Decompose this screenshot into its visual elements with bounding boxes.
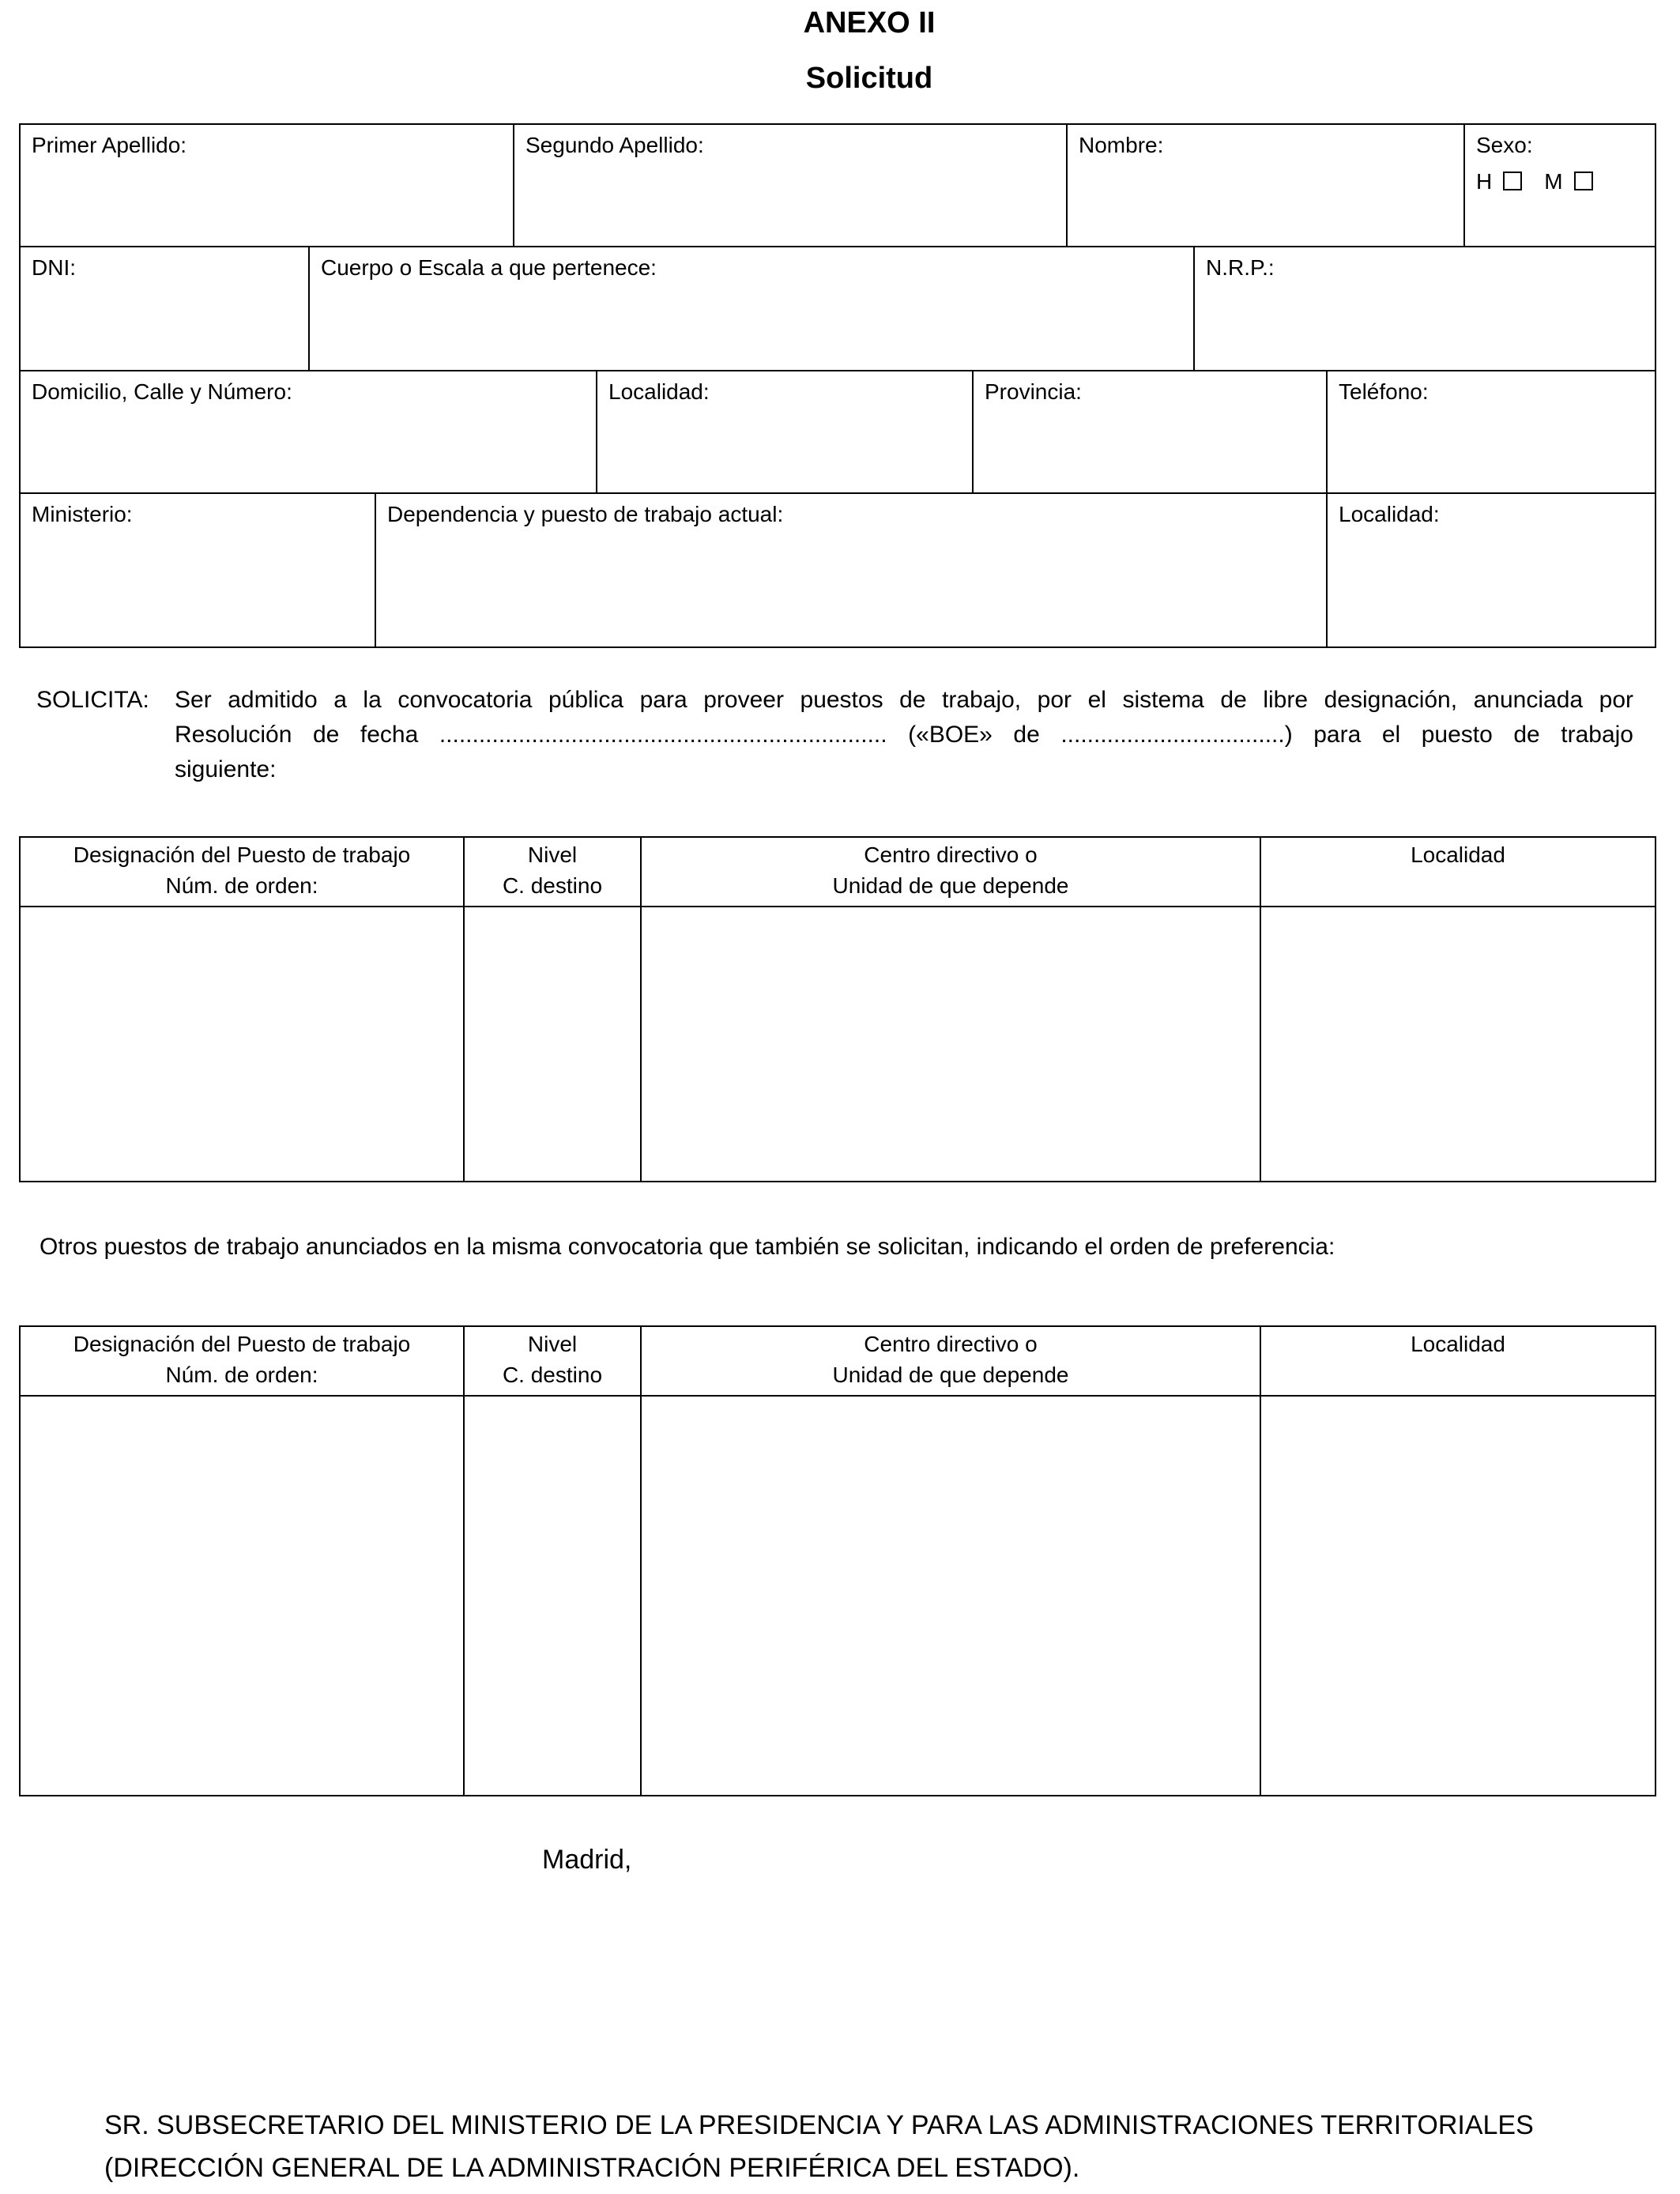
sexo-m-checkbox[interactable] [1574, 172, 1593, 190]
otros-puestos-table [19, 1325, 1656, 1796]
table-header-localidad [1261, 1327, 1655, 1397]
solicita-text [175, 683, 1633, 787]
header-designacion-line-2: Núm. de orden: [165, 1363, 318, 1387]
header-centro-line-2: Unidad de que depende [832, 873, 1069, 898]
addressee-line-1: SR. SUBSECRETARIO DEL MINISTERIO DE LA PRESIDENCIA Y PARA LAS ADMINISTRACIONES TERRITORIALES [104, 2110, 1534, 2140]
dni-field[interactable] [21, 247, 310, 371]
segundo-apellido-label: Segundo Apellido: [525, 133, 704, 157]
table-header-nivel [465, 1327, 642, 1397]
addressee-line-2: (DIRECCIÓN GENERAL DE LA ADMINISTRACIÓN PERIFÉRICA DEL ESTADO). [104, 2153, 1080, 2183]
table-cell-centro[interactable] [642, 907, 1261, 1181]
header-localidad-line-1: Localidad [1411, 1332, 1505, 1356]
table-cell-designacion[interactable] [21, 1397, 465, 1795]
table-header-designacion [21, 838, 465, 907]
ministerio-label: Ministerio: [32, 502, 133, 526]
header-designacion-line-1: Designación del Puesto de trabajo [73, 843, 411, 867]
primer-apellido-label: Primer Apellido: [32, 133, 187, 157]
form-title: Solicitud [805, 62, 933, 95]
header-localidad-line-1: Localidad [1411, 843, 1505, 867]
table-cell-nivel[interactable] [465, 1397, 642, 1795]
primer-apellido-field[interactable] [21, 125, 514, 247]
header-nivel-line-1: Nivel [527, 1332, 578, 1356]
ministerio-field[interactable] [21, 494, 376, 647]
header-designacion-line-2: Núm. de orden: [165, 873, 318, 898]
addressee-block [104, 2104, 1534, 2189]
table-cell-designacion[interactable] [21, 907, 465, 1181]
telefono-field[interactable] [1328, 371, 1655, 494]
solicita-line-1: Ser admitido a la convocatoria pública para proveer puestos de trabajo, por el sistema de libre designación, anunciada por [175, 687, 1633, 713]
table-cell-centro[interactable] [642, 1397, 1261, 1795]
nombre-field[interactable] [1068, 125, 1465, 247]
dependencia-label: Dependencia y puesto de trabajo actual: [387, 502, 784, 526]
cuerpo-label: Cuerpo o Escala a que pertenece: [321, 255, 657, 280]
annex-title: ANEXO II [803, 6, 936, 40]
domicilio-field[interactable] [21, 371, 597, 494]
solicita-line-3: siguiente: [175, 756, 277, 782]
dni-label: DNI: [32, 255, 76, 280]
domicilio-label: Domicilio, Calle y Número: [32, 379, 292, 404]
dependencia-field[interactable] [376, 494, 1328, 647]
provincia-field[interactable] [974, 371, 1328, 494]
header-nivel-line-1: Nivel [527, 843, 578, 867]
table-header-localidad [1261, 838, 1655, 907]
personal-data-grid [19, 123, 1656, 648]
sexo-h-checkbox[interactable] [1503, 172, 1522, 190]
provincia-label: Provincia: [985, 379, 1082, 404]
table-cell-nivel[interactable] [465, 907, 642, 1181]
sexo-label: Sexo: [1476, 133, 1533, 157]
sexo-m-label: M [1544, 169, 1563, 194]
table-header-nivel [465, 838, 642, 907]
sexo-options [1476, 169, 1644, 194]
header-centro-line-1: Centro directivo o [864, 1332, 1038, 1356]
telefono-label: Teléfono: [1339, 379, 1429, 404]
sexo-field [1465, 125, 1655, 247]
solicita-label: SOLICITA: [36, 687, 149, 713]
localidad-actual-field[interactable] [1328, 494, 1655, 647]
puesto-solicitado-table [19, 836, 1656, 1182]
nombre-label: Nombre: [1079, 133, 1164, 157]
header-designacion-line-1: Designación del Puesto de trabajo [73, 1332, 411, 1356]
localidad-label: Localidad: [608, 379, 710, 404]
sexo-h-label: H [1476, 169, 1493, 194]
table-header-centro [642, 1327, 1261, 1397]
nrp-label: N.R.P.: [1206, 255, 1275, 280]
cuerpo-field[interactable] [310, 247, 1195, 371]
header-nivel-line-2: C. destino [502, 1363, 603, 1387]
header-centro-line-1: Centro directivo o [864, 843, 1038, 867]
table-header-centro [642, 838, 1261, 907]
header-nivel-line-2: C. destino [502, 873, 603, 898]
table-cell-localidad[interactable] [1261, 1397, 1655, 1795]
segundo-apellido-field[interactable] [514, 125, 1068, 247]
localidad-field[interactable] [597, 371, 974, 494]
solicita-line-2: Resolución de fecha .................................................................... («BOE» de ..................................) para el puesto de trabajo [175, 722, 1633, 748]
table-cell-localidad[interactable] [1261, 907, 1655, 1181]
localidad-actual-label: Localidad: [1339, 502, 1440, 526]
nrp-field[interactable] [1195, 247, 1655, 371]
header-centro-line-2: Unidad de que depende [832, 1363, 1069, 1387]
place-date: Madrid, [542, 1845, 632, 1875]
table-header-designacion [21, 1327, 465, 1397]
otros-puestos-text: Otros puestos de trabajo anunciados en la misma convocatoria que también se solicitan, indicando el orden de preferencia: [40, 1234, 1335, 1260]
